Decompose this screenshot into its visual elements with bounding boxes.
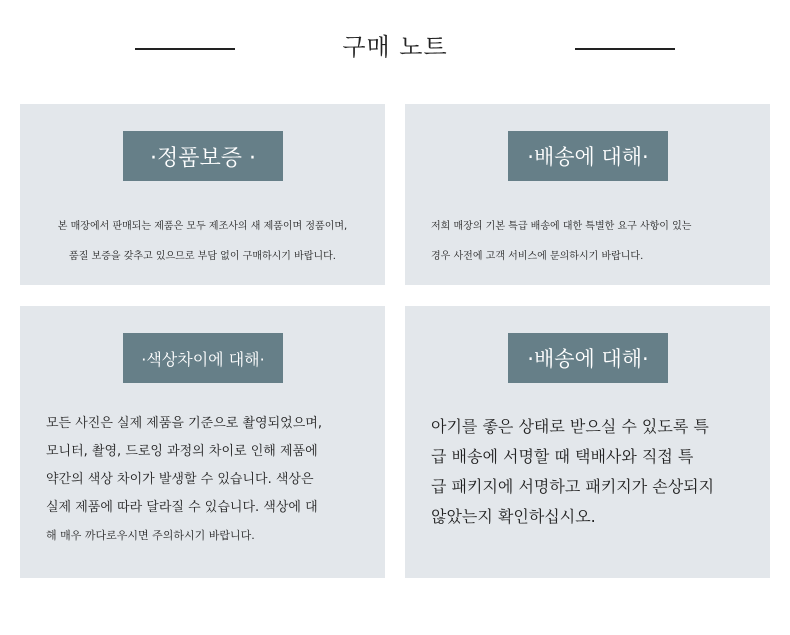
body-line: 경우 사전에 고객 서비스에 문의하시기 바랍니다.: [431, 251, 644, 262]
body-line: 약간의 색상 차이가 발생할 수 있습니다. 색상은: [46, 472, 314, 487]
body-line: 아기를 좋은 상태로 받으실 수 있도록 특: [431, 417, 709, 436]
card-body: [20, 212, 385, 272]
body-line: 모든 사진은 실제 제품을 기준으로 촬영되었으며,: [46, 416, 322, 431]
card-title-badge: ·배송에 대해·: [508, 131, 668, 181]
body-line: 급 배송에 서명할 때 택배사와 직접 특: [431, 447, 694, 466]
card-title-badge: ·정품보증 ·: [123, 131, 283, 181]
header-rule-right: [575, 48, 675, 50]
header-rule-left: [135, 48, 235, 50]
card-color-difference: [20, 306, 385, 578]
card-body: [46, 410, 376, 550]
card-body: [431, 212, 761, 272]
body-line: 해 매우 까다로우시면 주의하시기 바랍니다.: [46, 529, 255, 542]
body-line: 않았는지 확인하십시오.: [431, 507, 596, 526]
body-line: 급 패키지에 서명하고 패키지가 손상되지: [431, 477, 715, 496]
card-title-badge: ·색상차이에 대해·: [123, 333, 283, 383]
card-shipping: [405, 104, 770, 285]
body-line: 저희 매장의 기본 특급 배송에 대한 특별한 요구 사항이 있는: [431, 221, 692, 232]
page-title: 구매 노트: [342, 33, 448, 61]
card-delivery-check: [405, 306, 770, 578]
card-authenticity: [20, 104, 385, 285]
card-title-badge: ·배송에 대해·: [508, 333, 668, 383]
card-body: [431, 412, 761, 532]
body-line: 본 매장에서 판매되는 제품은 모두 제조사의 새 제품이며 정품이며,: [57, 221, 348, 232]
body-line: 모니터, 촬영, 드로잉 과정의 차이로 인해 제품에: [46, 444, 318, 459]
body-line: 품질 보증을 갖추고 있으므로 부담 없이 구매하시기 바랍니다.: [69, 251, 336, 262]
body-line: 실제 제품에 따라 달라질 수 있습니다. 색상에 대: [46, 500, 318, 515]
